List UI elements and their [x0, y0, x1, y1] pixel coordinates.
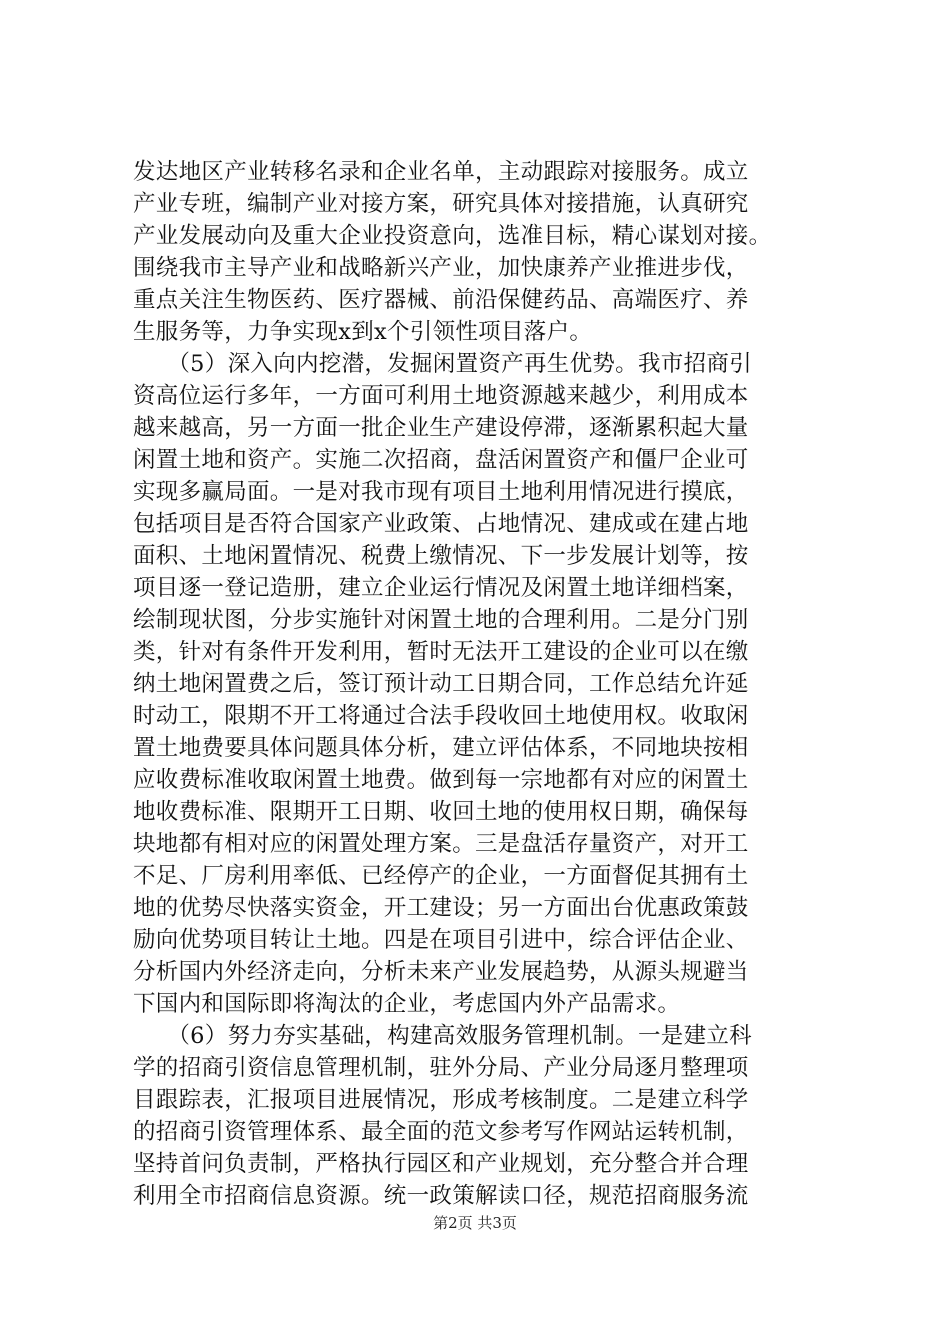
text-line: 利用全市招商信息资源。统一政策解读口径，规范招商服务流: [133, 1183, 749, 1209]
text-line: 实现多赢局面。一是对我市现有项目土地利用情况进行摸底，: [133, 479, 749, 505]
text-line: 地收费标准、限期开工日期、收回土地的使用权日期，确保每: [133, 799, 749, 825]
text-line: 类，针对有条件开发利用，暂时无法开工建设的企业可以在缴: [133, 639, 749, 665]
text-line: 项目逐一登记造册，建立企业运行情况及闲置土地详细档案，: [133, 575, 749, 601]
page-footer: 第2页 共3页: [433, 1214, 517, 1232]
text-line: 资高位运行多年，一方面可利用土地资源越来越少，利用成本: [133, 383, 749, 409]
text-line: 绘制现状图，分步实施针对闲置土地的合理利用。二是分门别: [133, 607, 749, 633]
paragraph-6-start: （6）努力夯实基础，构建高效服务管理机制。一是建立科: [133, 1023, 752, 1049]
text-line: 发达地区产业转移名录和企业名单，主动跟踪对接服务。成立: [133, 159, 749, 185]
text-line: 地的优势尽快落实资金，开工建设；另一方面出台优惠政策鼓: [133, 895, 749, 921]
text-line: 不足、厂房利用率低、已经停产的企业，一方面督促其拥有土: [133, 863, 749, 889]
text-line: 闲置土地和资产。实施二次招商，盘活闲置资产和僵尸企业可: [133, 447, 749, 473]
text-line: 的招商引资管理体系、最全面的范文参考写作网站运转机制，: [133, 1119, 749, 1145]
text-line: 置土地费要具体问题具体分析，建立评估体系，不同地块按相: [133, 735, 749, 761]
text-line: 时动工，限期不开工将通过合法手段收回土地使用权。收取闲: [133, 703, 749, 729]
text-line: 面积、土地闲置情况、税费上缴情况、下一步发展计划等，按: [133, 543, 749, 569]
paragraph-5-start: （5）深入向内挖潜，发掘闲置资产再生优势。我市招商引: [133, 351, 752, 377]
text-line: 越来越高，另一方面一批企业生产建设停滞，逐渐累积起大量: [133, 415, 749, 441]
text-line: 产业发展动向及重大企业投资意向，选准目标，精心谋划对接。: [133, 223, 772, 249]
text-line: 下国内和国际即将淘汰的企业，考虑国内外产品需求。: [133, 991, 681, 1017]
text-line: 纳土地闲置费之后，签订预计动工日期合同，工作总结允许延: [133, 671, 749, 697]
text-line: 分析国内外经济走向，分析未来产业发展趋势，从源头规避当: [133, 959, 749, 985]
text-line: 产业专班，编制产业对接方案，研究具体对接措施，认真研究: [133, 191, 749, 217]
text-line: 励向优势项目转让土地。四是在项目引进中，综合评估企业、: [133, 927, 749, 953]
document-body: [133, 156, 853, 1212]
text-line: 目跟踪表，汇报项目进展情况，形成考核制度。二是建立科学: [133, 1087, 749, 1113]
text-line: 包括项目是否符合国家产业政策、占地情况、建成或在建占地: [133, 511, 749, 537]
text-line: 块地都有相对应的闲置处理方案。三是盘活存量资产，对开工: [133, 831, 749, 857]
text-line: 生服务等，力争实现x到x个引领性项目落户。: [133, 319, 593, 345]
text-line: 学的招商引资信息管理机制，驻外分局、产业分局逐月整理项: [133, 1055, 749, 1081]
text-line: 坚持首问负责制，严格执行园区和产业规划，充分整合并合理: [133, 1151, 749, 1177]
text-line: 应收费标准收取闲置土地费。做到每一宗地都有对应的闲置土: [133, 767, 749, 793]
text-line: 重点关注生物医药、医疗器械、前沿保健药品、高端医疗、养: [133, 287, 749, 313]
text-line: 围绕我市主导产业和战略新兴产业，加快康养产业推进步伐，: [133, 255, 749, 281]
